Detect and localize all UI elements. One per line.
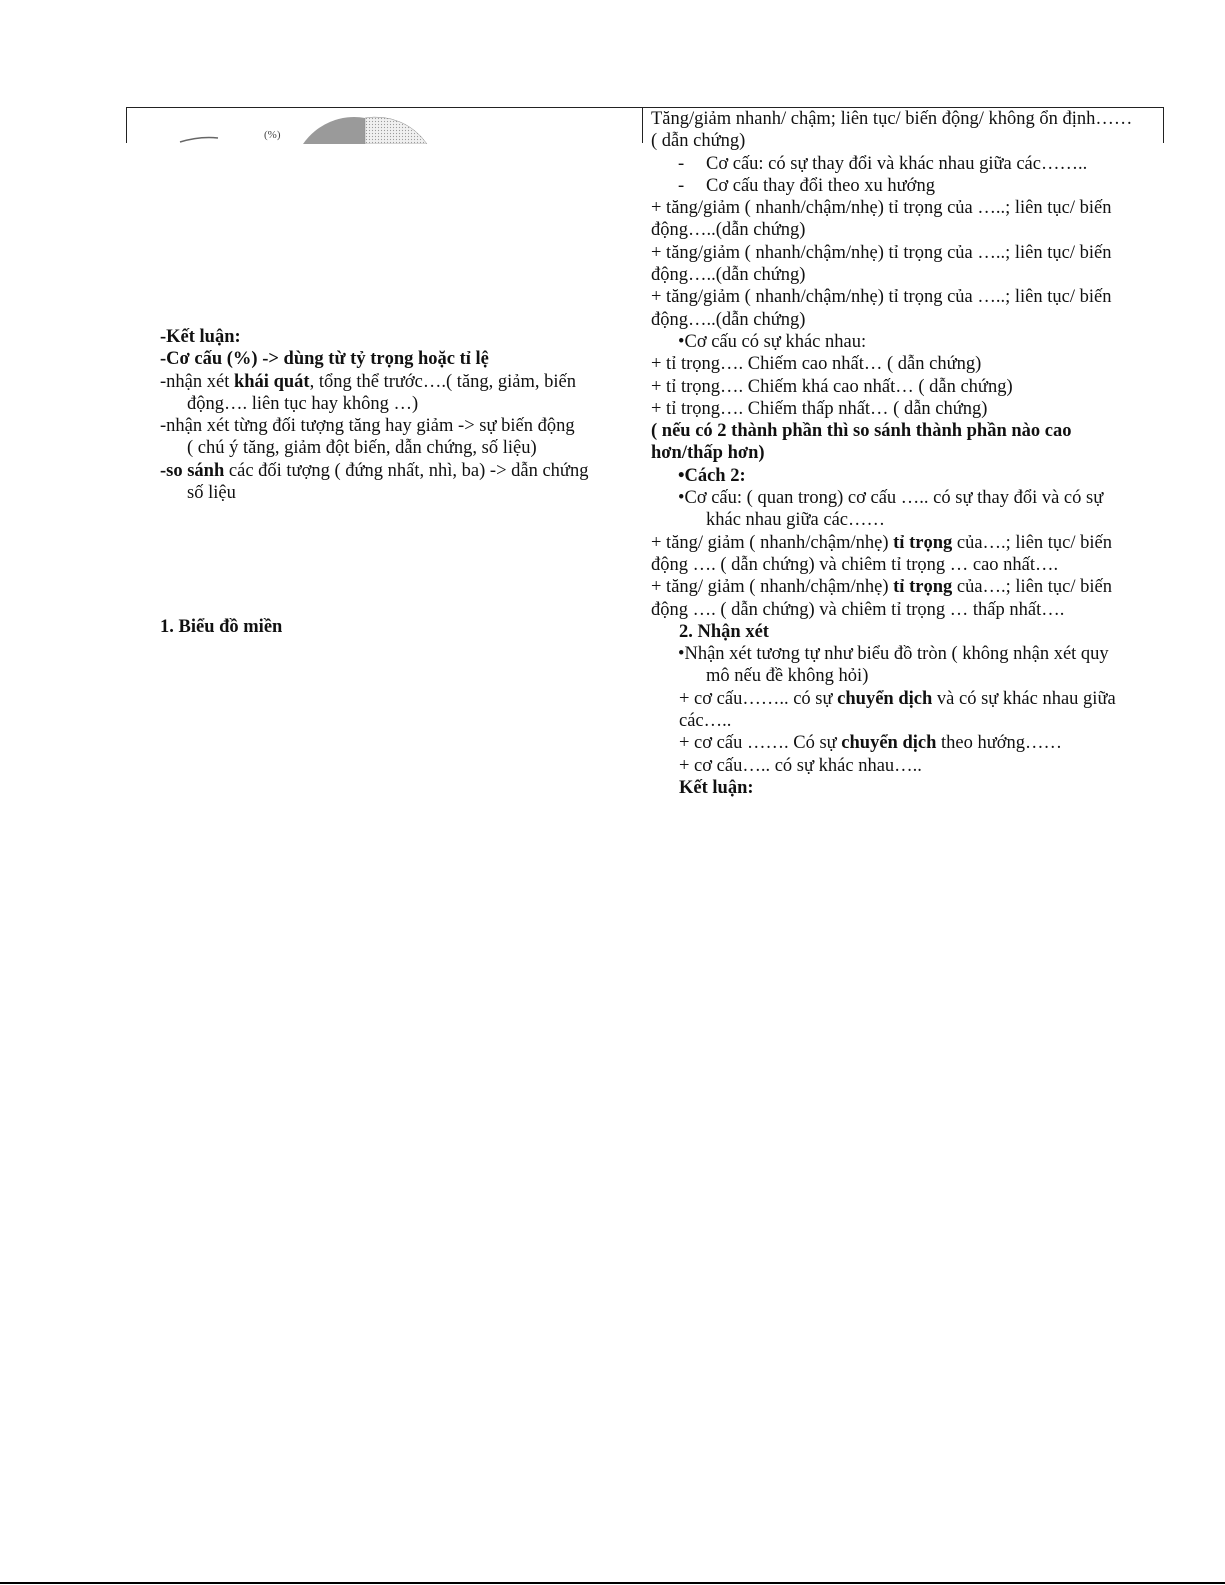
left-general-comment-cont: động…. liên tục hay không …) bbox=[187, 393, 419, 414]
left-structure-note: -Cơ cấu (%) -> dùng từ tỷ trọng hoặc tỉ lệ bbox=[160, 349, 489, 370]
right-line-4: - Cơ cấu thay đổi theo xu hướng bbox=[678, 175, 935, 196]
left-each-object-comment-cont: ( chú ý tăng, giảm đột biến, dẫn chứng, số liệu) bbox=[187, 438, 537, 459]
right-line-21: động …. ( dẫn chứng) và chiêm tỉ trọng … cao nhất…. bbox=[651, 554, 1059, 575]
right-column bbox=[651, 108, 1156, 799]
right-line-9: + tăng/giảm ( nhanh/chậm/nhẹ) tỉ trọng của …..; liên tục/ biến bbox=[651, 287, 1112, 308]
right-line-5: + tăng/giảm ( nhanh/chậm/nhẹ) tỉ trọng của …..; liên tục/ biến bbox=[651, 198, 1112, 219]
right-line-12: + tỉ trọng…. Chiếm cao nhất… ( dẫn chứng) bbox=[651, 354, 982, 375]
right-line-13: + tỉ trọng…. Chiếm khá cao nhất… ( dẫn chứng) bbox=[651, 376, 1013, 397]
table-right-border bbox=[1163, 107, 1164, 143]
right-line-22: + tăng/ giảm ( nhanh/chậm/nhẹ) tỉ trọng của….; liên tục/ biến bbox=[651, 577, 1113, 598]
page-bottom-rule bbox=[0, 1582, 1225, 1584]
right-line-6: động…..(dẫn chứng) bbox=[651, 220, 806, 241]
right-line-11: •Cơ cấu có sự khác nhau: bbox=[678, 331, 867, 352]
right-line-2: ( dẫn chứng) bbox=[651, 131, 746, 152]
right-line-7: + tăng/giảm ( nhanh/chậm/nhẹ) tỉ trọng của …..; liên tục/ biến bbox=[651, 242, 1112, 263]
right-line-1: Tăng/giảm nhanh/ chậm; liên tục/ biến động/ không ổn định…… bbox=[651, 109, 1133, 129]
left-conclusion-heading: -Kết luận: bbox=[160, 327, 241, 347]
right-line-24: 2. Nhận xét bbox=[679, 621, 769, 642]
right-line-28: các….. bbox=[679, 711, 732, 732]
right-line-27: + cơ cấu…….. có sự chuyển dịch và có sự khác nhau giữa bbox=[679, 688, 1116, 709]
right-line-14: + tỉ trọng…. Chiếm thấp nhất… ( dẫn chứng) bbox=[651, 398, 988, 419]
left-area-chart-heading: 1. Biểu đồ miền bbox=[160, 616, 283, 637]
right-line-31: Kết luận: bbox=[679, 777, 754, 798]
pie-chart-fragment bbox=[170, 108, 440, 144]
table-left-border bbox=[126, 107, 127, 143]
right-line-15: ( nếu có 2 thành phần thì so sánh thành phần nào cao bbox=[651, 421, 1072, 442]
right-line-10: động…..(dẫn chứng) bbox=[651, 309, 806, 330]
pie-slice-dark bbox=[303, 117, 365, 144]
table-column-divider bbox=[642, 107, 643, 143]
right-line-19: khác nhau giữa các…… bbox=[706, 510, 886, 531]
left-each-object-comment: -nhận xét từng đối tượng tăng hay giảm -> sự biến động bbox=[160, 416, 575, 437]
right-line-26: mô nếu đề không hỏi) bbox=[706, 666, 869, 687]
pie-slice-dotted bbox=[365, 117, 427, 144]
right-line-30: + cơ cấu….. có sự khác nhau….. bbox=[679, 755, 922, 776]
pie-percent-label: (%) bbox=[264, 129, 281, 141]
right-line-8: động…..(dẫn chứng) bbox=[651, 265, 806, 286]
right-line-20: + tăng/ giảm ( nhanh/chậm/nhẹ) tỉ trọng của….; liên tục/ biến bbox=[651, 532, 1113, 553]
left-compare-cont: số liệu bbox=[187, 483, 236, 504]
right-line-29: + cơ cấu ……. Có sự chuyển dịch theo hướng…… bbox=[679, 733, 1063, 754]
right-line-18: •Cơ cấu: ( quan trong) cơ cấu ….. có sự thay đổi và có sự bbox=[678, 488, 1104, 509]
right-line-25: •Nhận xét tương tự như biểu đồ tròn ( không nhận xét quy bbox=[678, 644, 1109, 665]
right-line-16: hơn/thấp hơn) bbox=[651, 443, 765, 464]
right-line-17: •Cách 2: bbox=[678, 465, 746, 486]
left-column bbox=[160, 326, 630, 638]
right-line-3: - Cơ cấu: có sự thay đổi và khác nhau giữa các…….. bbox=[678, 153, 1088, 174]
small-pie-arc bbox=[180, 138, 218, 143]
left-general-comment: -nhận xét khái quát, tổng thể trước….( tăng, giảm, biến bbox=[160, 371, 576, 392]
left-compare: -so sánh các đối tượng ( đứng nhất, nhì, ba) -> dẫn chứng bbox=[160, 460, 589, 481]
right-line-23: động …. ( dẫn chứng) và chiêm tỉ trọng … thấp nhất…. bbox=[651, 599, 1065, 620]
